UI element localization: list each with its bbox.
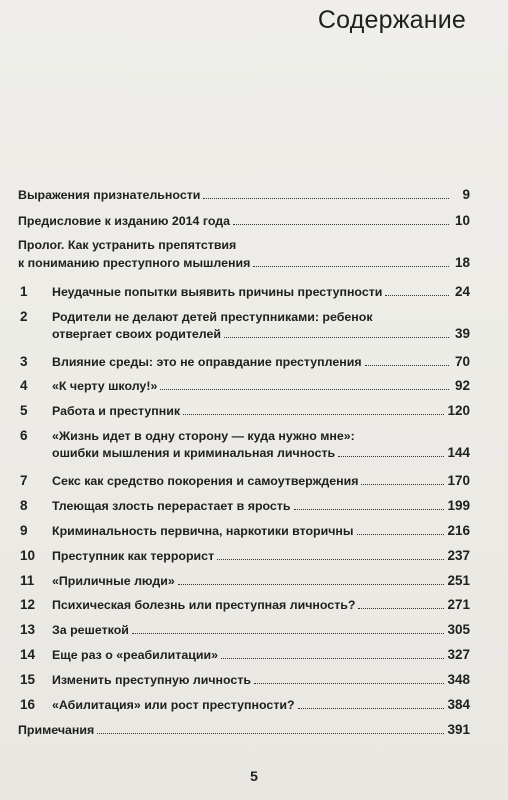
toc-entry-page: 251 xyxy=(447,573,470,588)
chapter-number: 7 xyxy=(20,473,28,488)
dot-leader xyxy=(298,708,445,709)
toc-entry-page: 92 xyxy=(454,378,470,393)
toc-entry-title: «Приличные люди» xyxy=(52,574,175,588)
chapter-number: 6 xyxy=(20,428,28,443)
dot-leader xyxy=(178,584,445,585)
dot-leader xyxy=(357,534,445,535)
toc-entry-page: 271 xyxy=(447,597,470,612)
dot-leader xyxy=(365,365,449,366)
toc-entry-title: Изменить преступную личность xyxy=(52,673,252,687)
toc-entry-title: Преступник как террорист xyxy=(52,549,215,563)
toc-entry xyxy=(18,696,470,713)
dot-leader xyxy=(294,509,445,510)
toc-entry-page: 237 xyxy=(447,548,470,563)
toc-entry xyxy=(18,283,470,300)
chapter-number: 5 xyxy=(20,403,28,418)
dot-leader xyxy=(233,224,449,225)
toc-entry-title: «Абилитация» или рост преступности? xyxy=(52,698,295,712)
toc-entry-title: За решеткой xyxy=(52,623,129,637)
toc-entry xyxy=(18,721,470,738)
dot-leader xyxy=(361,484,444,485)
dot-leader xyxy=(217,559,444,560)
toc-entry xyxy=(18,237,470,271)
chapter-number: 4 xyxy=(20,378,28,393)
toc-entry-page: 24 xyxy=(454,284,470,299)
toc-entry-page: 391 xyxy=(447,722,470,737)
toc-entry xyxy=(18,308,470,342)
toc-entry-title: Выражения признательности xyxy=(18,188,201,202)
toc-entry xyxy=(18,497,470,514)
toc-entry-page: 384 xyxy=(447,697,470,712)
toc-entry-title: Пролог. Как устранить препятствия xyxy=(18,238,237,252)
toc-entry xyxy=(18,646,470,663)
toc-entry-title: Влияние среды: это не оправдание преступления xyxy=(52,355,362,369)
toc-entry-page: 10 xyxy=(454,213,470,228)
page-title: Содержание xyxy=(317,6,466,34)
toc-entry xyxy=(18,186,470,203)
chapter-number: 11 xyxy=(20,573,35,588)
toc-entry-title-continued: к пониманию преступного мышления xyxy=(18,256,251,270)
dot-leader xyxy=(183,414,444,415)
dot-leader xyxy=(253,266,449,267)
chapter-number: 16 xyxy=(20,697,36,712)
toc-entry-title: Еще раз о «реабилитации» xyxy=(52,648,218,662)
toc-entry-page: 305 xyxy=(447,622,470,637)
toc-entry xyxy=(18,472,470,489)
chapter-number: 10 xyxy=(20,548,36,563)
chapter-number: 1 xyxy=(20,284,28,299)
toc-entry-page: 70 xyxy=(454,354,470,369)
chapter-number: 14 xyxy=(20,647,36,662)
toc-entry-title: Тлеющая злость перерастает в ярость xyxy=(52,499,291,513)
toc-entry xyxy=(18,572,470,589)
toc-entry-title: Неудачные попытки выявить причины преступности xyxy=(52,285,383,299)
toc-entry xyxy=(18,596,470,613)
toc-entry-title: Секс как средство покорения и самоутверждения xyxy=(52,474,359,488)
toc-entry-page: 39 xyxy=(454,326,470,341)
toc-entry-page: 199 xyxy=(447,498,470,513)
page-number: 5 xyxy=(250,768,258,784)
chapter-number: 9 xyxy=(20,523,28,538)
dot-leader xyxy=(203,198,449,199)
dot-leader xyxy=(132,633,445,634)
toc-entry-page: 348 xyxy=(447,672,470,687)
toc-entry xyxy=(18,212,470,229)
toc-entry xyxy=(18,353,470,370)
toc-entry-title: «Жизнь идет в одну сторону — куда нужно мне»: xyxy=(52,429,355,443)
toc-entry-page: 216 xyxy=(447,523,470,538)
chapter-number: 3 xyxy=(20,354,28,369)
chapter-number: 13 xyxy=(20,622,36,637)
toc-entry-title: Родители не делают детей преступниками: ребенок xyxy=(52,310,373,324)
toc-entry-page: 144 xyxy=(447,445,470,460)
chapter-number: 12 xyxy=(20,597,36,612)
chapter-number: 15 xyxy=(20,672,36,687)
toc-entry-page: 18 xyxy=(454,255,470,270)
toc-entry-page: 9 xyxy=(462,187,470,202)
toc-entry-title: Криминальность первична, наркотики вторичны xyxy=(52,524,354,538)
dot-leader xyxy=(338,456,444,457)
dot-leader xyxy=(254,683,444,684)
toc-entry xyxy=(18,427,470,461)
chapter-number: 8 xyxy=(20,498,28,513)
toc-entry-title: «К черту школу!» xyxy=(52,379,158,393)
toc-entry xyxy=(18,377,470,394)
toc-entry xyxy=(18,671,470,688)
toc-entry xyxy=(18,547,470,564)
toc-entry xyxy=(18,402,470,419)
toc-entry-page: 120 xyxy=(447,403,470,418)
dot-leader xyxy=(221,658,444,659)
toc-entry-title: Предисловие к изданию 2014 года xyxy=(18,214,231,228)
toc-entry-title: Примечания xyxy=(18,723,95,737)
toc-entry xyxy=(18,621,470,638)
toc-entry-page: 327 xyxy=(447,647,470,662)
toc-entry-title: Психическая болезнь или преступная личность? xyxy=(52,598,356,612)
toc-entry-title: Работа и преступник xyxy=(52,404,181,418)
dot-leader xyxy=(385,295,449,296)
dot-leader xyxy=(358,608,444,609)
dot-leader xyxy=(97,733,444,734)
toc-entry-title-continued: ошибки мышления и криминальная личность xyxy=(52,446,336,460)
dot-leader xyxy=(160,389,449,390)
toc-entry-page: 170 xyxy=(447,473,470,488)
dot-leader xyxy=(224,337,449,338)
chapter-number: 2 xyxy=(20,309,28,324)
toc-entry-title-continued: отвергает своих родителей xyxy=(52,327,222,341)
toc-entry xyxy=(18,522,470,539)
